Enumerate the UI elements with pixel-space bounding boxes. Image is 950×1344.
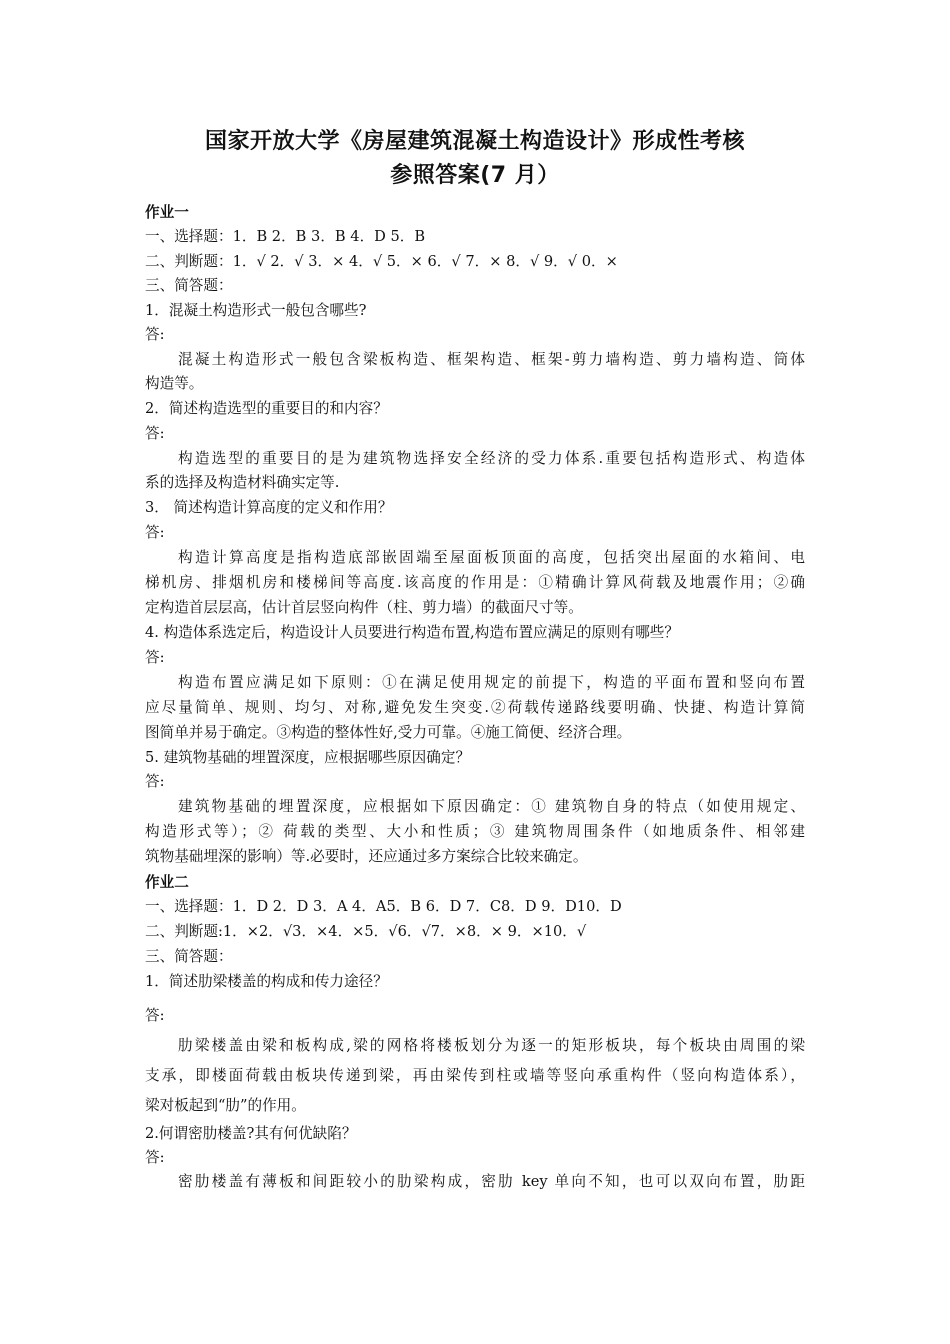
hw2-judge-answers: 二、判断题:1．×2．√3．×4．×5．√6．√7．×8．× 9．×10．√ xyxy=(145,923,587,940)
hw1-answer-1-line-1: 混凝土构造形式一般包含梁板构造、框架构造、框架-剪力墙构造、剪力墙构造、筒体 xyxy=(178,351,805,368)
hw1-answer-1-line-2: 构造等。 xyxy=(145,375,204,392)
hw2-answer-1-line-2: 支承，即楼面荷载由板块传递到梁，再由梁传到柱或墙等竖向承重构件（竖向构造体系）， xyxy=(145,1067,805,1084)
hw1-answer-4-line-1: 构造布置应满足如下原则：①在满足使用规定的前提下，构造的平面布置和竖向布置 xyxy=(178,674,805,691)
hw2-answer-2-label: 答: xyxy=(145,1149,165,1166)
hw2-short-heading: 三、简答题： xyxy=(145,948,233,965)
hw1-answer-5-line-2: 构造形式等）；② 荷载的类型、大小和性质；③ 建筑物周围条件（如地质条件、相邻建 xyxy=(145,823,805,840)
hw1-answer-2-line-2: 系的选择及构造材料确实定等. xyxy=(145,474,340,491)
hw1-answer-5-line-1: 建筑物基础的埋置深度，应根据如下原因确定：① 建筑物自身的特点（如使用规定、 xyxy=(178,798,805,815)
hw1-question-3: 3． 简述构造计算高度的定义和作用？ xyxy=(145,499,393,516)
hw1-answer-3-line-1: 构造计算高度是指构造底部嵌固端至屋面板顶面的高度，包括突出屋面的水箱间、电 xyxy=(178,549,805,566)
hw1-answer-2-label: 答: xyxy=(145,425,165,442)
hw2-answer-1-label: 答: xyxy=(145,1007,165,1024)
hw1-question-4: 4. 构造体系选定后，构造设计人员要进行构造布置,构造布置应满足的原则有哪些？ xyxy=(145,624,679,641)
hw1-question-1: 1．混凝土构造形式一般包含哪些? xyxy=(145,302,367,319)
hw2-choice-answers: 一、选择题：1．D 2．D 3．A 4．A5．B 6．D 7．C8．D 9．D10．D xyxy=(145,898,622,915)
hw1-short-heading: 三、简答题： xyxy=(145,277,233,294)
hw1-heading: 作业一 xyxy=(145,204,189,221)
hw1-answer-3-line-3: 定构造首层层高，估计首层竖向构件（柱、剪力墙）的截面尺寸等。 xyxy=(145,599,583,616)
document-subtitle: 参照答案(7 月） xyxy=(390,163,560,188)
hw2-heading: 作业二 xyxy=(145,874,189,891)
hw1-answer-2-line-1: 构造选型的重要目的是为建筑物选择安全经济的受力体系.重要包括构造形式、构造体 xyxy=(178,450,805,467)
hw2-answer-1-line-3: 梁对板起到“肋”的作用。 xyxy=(145,1097,306,1114)
hw1-judge-answers: 二、判断题：1．√ 2．√ 3．× 4．√ 5．× 6．√ 7．× 8．√ 9．√ 0．× xyxy=(145,253,618,270)
hw1-answer-4-line-2: 应尽量简单、规则、均匀、对称,避免发生突变.②荷载传递路线要明确、快捷、构造计算简 xyxy=(145,699,805,716)
hw2-answer-1-line-1: 肋梁楼盖由梁和板构成,梁的网格将楼板划分为逐一的矩形板块，每个板块由周围的梁 xyxy=(178,1037,805,1054)
document-title: 国家开放大学《房屋建筑混凝土构造设计》形成性考核 xyxy=(204,129,745,154)
hw1-answer-3-label: 答: xyxy=(145,524,165,541)
hw1-question-2: 2．简述构造选型的重要目的和内容？ xyxy=(145,400,388,417)
hw1-answer-5-line-3: 筑物基础埋深的影响）等.必要时，还应通过多方案综合比较来确定。 xyxy=(145,848,588,865)
hw1-question-5: 5. 建筑物基础的埋置深度，应根据哪些原因确定？ xyxy=(145,749,471,766)
hw1-choice-answers: 一、选择题：1．B 2．B 3．B 4．D 5．B xyxy=(145,228,426,245)
hw2-question-2: 2.何谓密肋楼盖?其有何优缺陷？ xyxy=(145,1125,357,1142)
hw1-answer-4-line-3: 图简单并易于确定。③构造的整体性好,受力可靠。④施工简便、经济合理。 xyxy=(145,724,632,741)
hw2-answer-2-line-1: 密肋楼盖有薄板和间距较小的肋梁构成，密肋 key 单向不知，也可以双向布置，肋距 xyxy=(178,1173,805,1190)
hw2-question-1: 1．简述肋梁楼盖的构成和传力途径？ xyxy=(145,973,388,990)
hw1-answer-1-label: 答: xyxy=(145,326,165,343)
hw1-answer-5-label: 答: xyxy=(145,773,165,790)
hw1-answer-4-label: 答: xyxy=(145,649,165,666)
hw1-answer-3-line-2: 梯机房、排烟机房和楼梯间等高度.该高度的作用是：①精确计算风荷载及地震作用；②确 xyxy=(145,574,805,591)
